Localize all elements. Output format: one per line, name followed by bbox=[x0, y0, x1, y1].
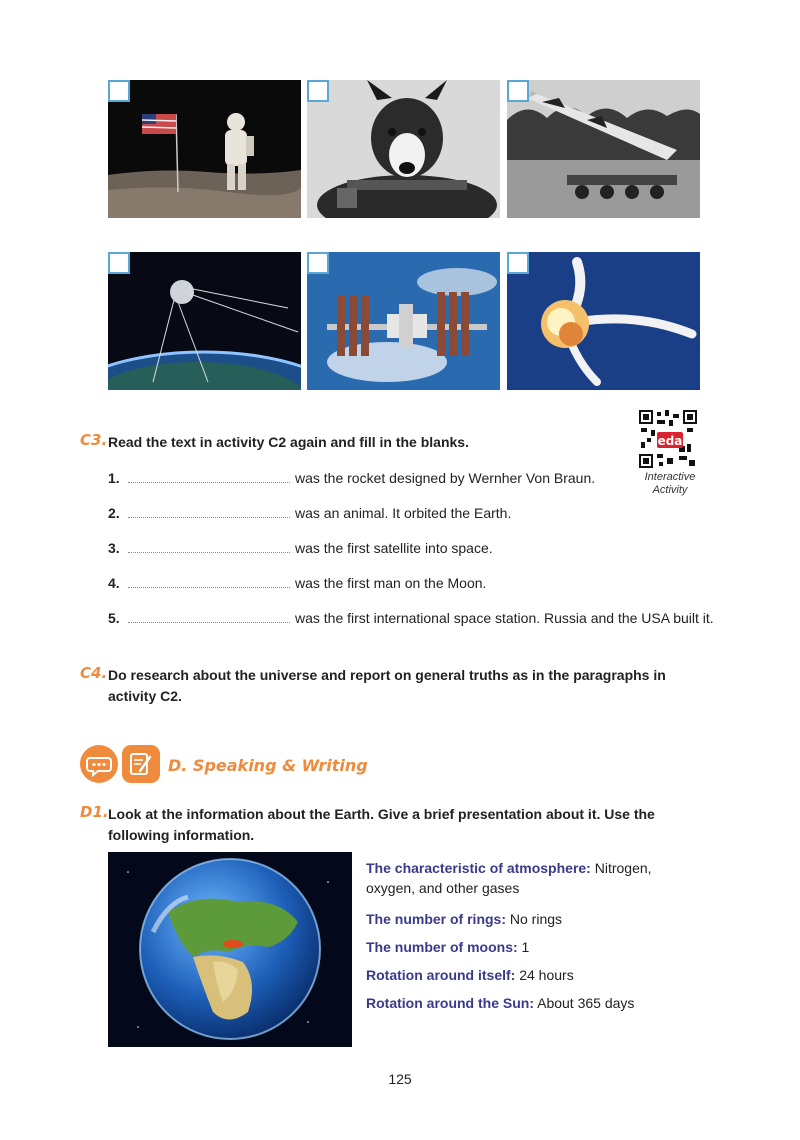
activity-d1-label: D1. bbox=[80, 803, 109, 821]
blank-field[interactable] bbox=[128, 540, 290, 553]
qr-logo-text: eda bbox=[657, 434, 683, 448]
info-value: Nitrogen, oxygen, and other gases bbox=[366, 860, 652, 896]
info-value: 24 hours bbox=[515, 967, 574, 983]
activity-c3-label: C3. bbox=[80, 431, 108, 449]
instruction-line: Do research about the universe and report on general truths as in the paragraphs in bbox=[108, 667, 666, 683]
item-text: was the rocket designed by Wernher Von Braun. bbox=[295, 470, 596, 486]
photo-shuttle-explosion bbox=[507, 252, 700, 390]
info-key: Rotation around itself: bbox=[366, 967, 516, 983]
info-value: About 365 days bbox=[533, 995, 635, 1011]
activity-d1-instruction bbox=[108, 804, 708, 846]
item-number: 5. bbox=[108, 610, 120, 626]
earth-info-rings bbox=[366, 909, 686, 929]
fill-blank-item bbox=[108, 608, 714, 628]
info-value: No rings bbox=[506, 911, 563, 927]
item-text: was the first man on the Moon. bbox=[295, 575, 487, 591]
page-number: 125 bbox=[388, 1071, 412, 1087]
activity-c4-instruction bbox=[108, 665, 708, 707]
photo-space-dog bbox=[307, 80, 500, 218]
qr-code-icon[interactable] bbox=[639, 410, 697, 468]
fill-blank-item bbox=[108, 573, 486, 593]
earth-info-rotation-itself bbox=[366, 965, 686, 985]
info-key: Rotation around the Sun: bbox=[366, 995, 534, 1011]
blank-field[interactable] bbox=[128, 575, 290, 588]
earth-info-atmosphere bbox=[366, 858, 686, 898]
photo-space-station bbox=[307, 252, 500, 390]
info-key: The number of rings: bbox=[366, 911, 506, 927]
item-text: was an animal. It orbited the Earth. bbox=[295, 505, 512, 521]
info-key: The characteristic of atmosphere: bbox=[366, 860, 591, 876]
blank-field[interactable] bbox=[128, 505, 290, 518]
info-key: The number of moons: bbox=[366, 939, 518, 955]
qr-caption bbox=[630, 471, 710, 497]
fill-blank-item bbox=[108, 538, 493, 558]
item-number: 2. bbox=[108, 505, 120, 521]
earth-info-moons bbox=[366, 937, 686, 957]
qr-caption-line: Activity bbox=[652, 484, 688, 496]
photo-checkbox[interactable] bbox=[307, 252, 329, 274]
photo-v2-rocket bbox=[507, 80, 700, 218]
instruction-line: Look at the information about the Earth. Give a brief presentation about it. Use the bbox=[108, 806, 655, 822]
section-d-title: D. Speaking & Writing bbox=[168, 756, 368, 775]
section-d-icons bbox=[80, 745, 162, 788]
photo-moon-landing bbox=[108, 80, 301, 218]
activity-c4-label: C4. bbox=[80, 664, 108, 682]
photo-sputnik bbox=[108, 252, 301, 390]
fill-blank-item bbox=[108, 503, 511, 523]
item-number: 3. bbox=[108, 540, 120, 556]
item-number: 1. bbox=[108, 470, 120, 486]
item-number: 4. bbox=[108, 575, 120, 591]
photo-earth bbox=[108, 852, 352, 1047]
photo-checkbox[interactable] bbox=[307, 80, 329, 102]
fill-blank-item bbox=[108, 468, 595, 488]
photo-checkbox[interactable] bbox=[507, 80, 529, 102]
earth-info-rotation-sun bbox=[366, 993, 686, 1013]
blank-field[interactable] bbox=[128, 610, 290, 623]
activity-c3-instruction: Read the text in activity C2 again and fill in the blanks. bbox=[108, 434, 469, 450]
blank-field[interactable] bbox=[128, 470, 290, 483]
photo-checkbox[interactable] bbox=[507, 252, 529, 274]
photo-checkbox[interactable] bbox=[108, 80, 130, 102]
photo-checkbox[interactable] bbox=[108, 252, 130, 274]
instruction-line: activity C2. bbox=[108, 688, 182, 704]
info-value: 1 bbox=[517, 939, 530, 955]
instruction-line: following information. bbox=[108, 827, 255, 843]
qr-caption-line: Interactive bbox=[644, 471, 696, 483]
item-text: was the first satellite into space. bbox=[295, 540, 493, 556]
item-text: was the first international space station. Russia and the USA built it. bbox=[295, 610, 714, 626]
